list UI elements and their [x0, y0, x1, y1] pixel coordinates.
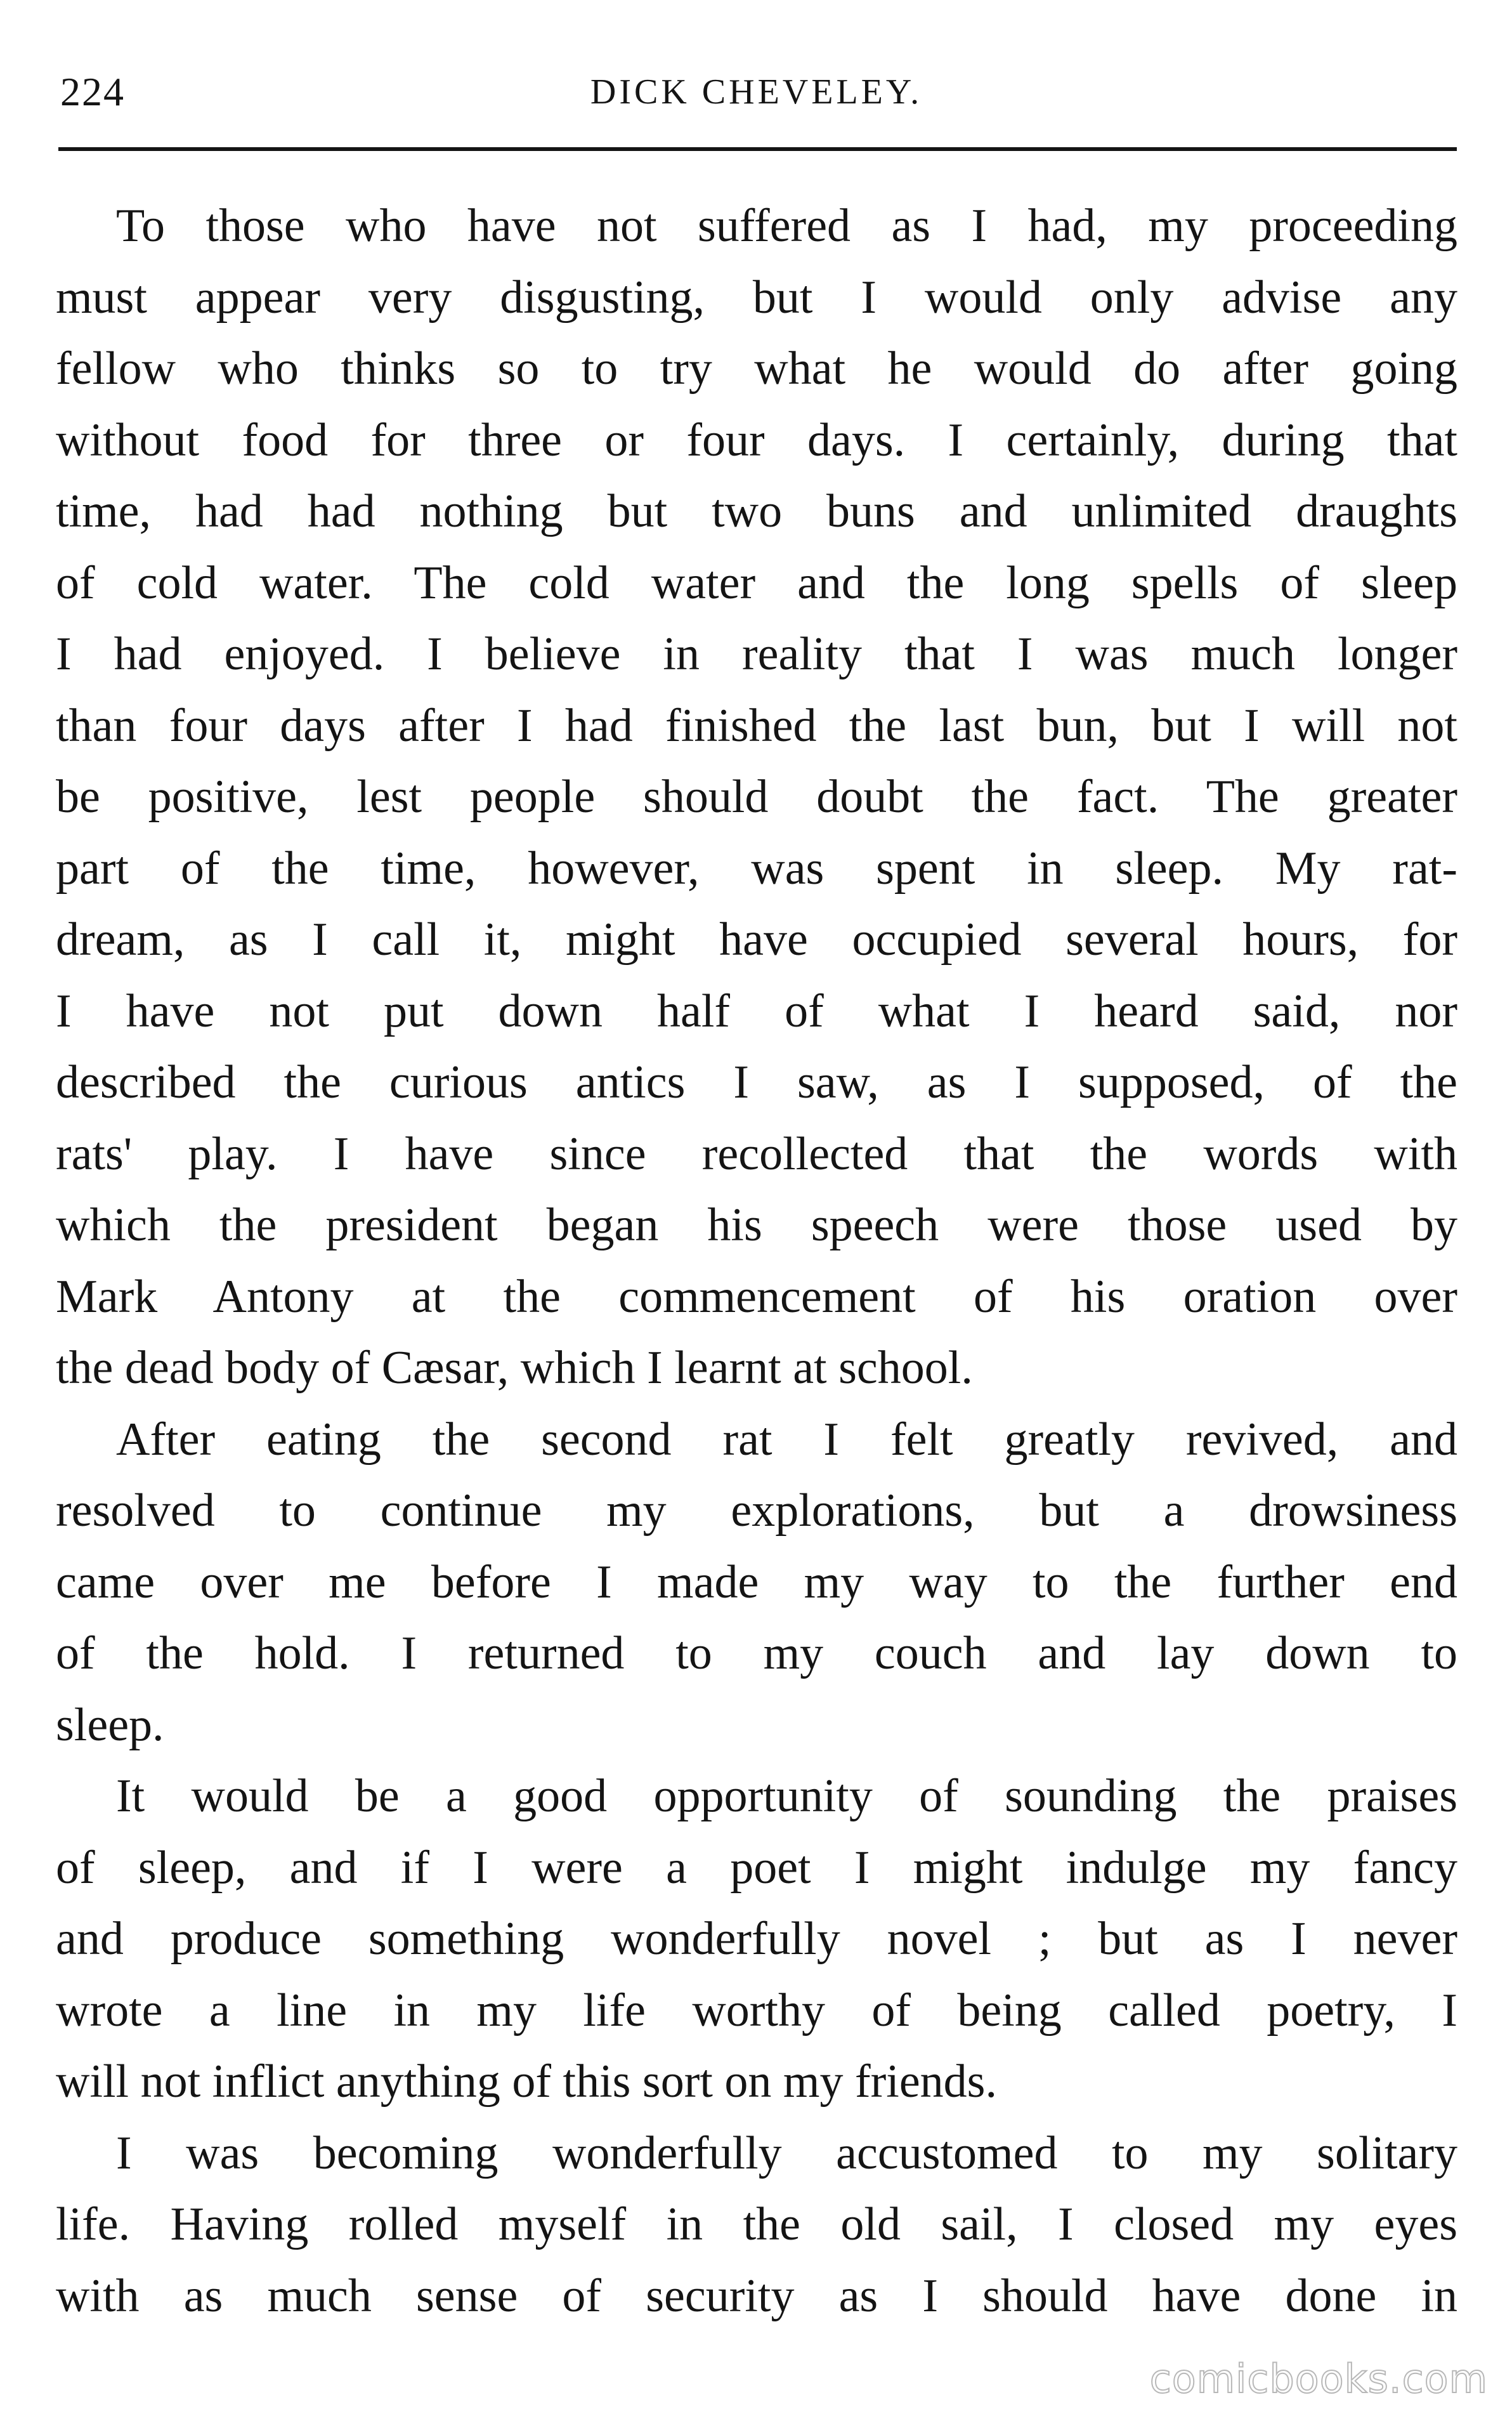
text-line: without food for three or four days. I certainly, during that [56, 414, 1457, 466]
text-line: came over me before I made my way to the further end [56, 1556, 1457, 1608]
text-line: wrote a line in my life worthy of being called poetry, I [56, 1984, 1457, 2037]
text-line: To those who have not suffered as I had, my proceeding [116, 200, 1457, 252]
running-title: DICK CHEVELEY. [590, 72, 923, 112]
body-text [56, 190, 1457, 2332]
text-line: of cold water. The cold water and the long spells of sleep [56, 556, 1457, 609]
running-head [60, 60, 1452, 124]
header-rule [58, 147, 1457, 151]
text-line: with as much sense of security as I should have done in [56, 2269, 1457, 2322]
text-line: fellow who thinks so to try what he would do after going [56, 343, 1457, 395]
text-line: must appear very disgusting, but I would only advise any [56, 271, 1457, 324]
text-line: will not inflict anything of this sort on my friends. [56, 2056, 997, 2108]
text-line: Mark Antony at the commencement of his oration over [56, 1270, 1457, 1323]
text-line: of sleep, and if I were a poet I might indulge my fancy [56, 1841, 1457, 1894]
text-line: After eating the second rat I felt greatly revived, and [116, 1413, 1457, 1466]
text-line: which the president began his speech were those used by [56, 1199, 1457, 1251]
text-line: be positive, lest people should doubt the fact. The greater [56, 771, 1457, 823]
text-line: of the hold. I returned to my couch and lay down to [56, 1627, 1457, 1679]
text-line: I was becoming wonderfully accustomed to my solitary [116, 2127, 1457, 2179]
text-line: sleep. [56, 1698, 164, 1751]
text-line: rats' play. I have since recollected that the words with [56, 1127, 1457, 1180]
paragraph-3 [56, 1761, 1457, 2118]
text-line: and produce something wonderfully novel ; but as I never [56, 1913, 1457, 1965]
text-line: part of the time, however, was spent in sleep. My rat- [56, 842, 1457, 895]
watermark: comicbooks.com [1149, 2356, 1488, 2402]
text-line: dream, as I call it, might have occupied several hours, for [56, 914, 1457, 966]
paragraph-4 [56, 2118, 1457, 2332]
paragraph-2 [56, 1404, 1457, 1761]
text-line: the dead body of Cæsar, which I learnt at school. [56, 1342, 973, 1394]
text-line: resolved to continue my explorations, but a drowsiness [56, 1485, 1457, 1537]
text-line: life. Having rolled myself in the old sail, I closed my eyes [56, 2198, 1457, 2250]
text-line: time, had had nothing but two buns and unlimited draughts [56, 485, 1457, 537]
paragraph-1 [56, 190, 1457, 1404]
text-line: than four days after I had finished the last bun, but I will not [56, 699, 1457, 752]
text-line: I had enjoyed. I believe in reality that I was much longer [56, 628, 1457, 680]
text-line: I have not put down half of what I heard said, nor [56, 985, 1457, 1037]
page-number: 224 [60, 69, 125, 114]
text-line: It would be a good opportunity of sounding the praises [116, 1770, 1457, 1822]
text-line: described the curious antics I saw, as I supposed, of the [56, 1056, 1457, 1108]
